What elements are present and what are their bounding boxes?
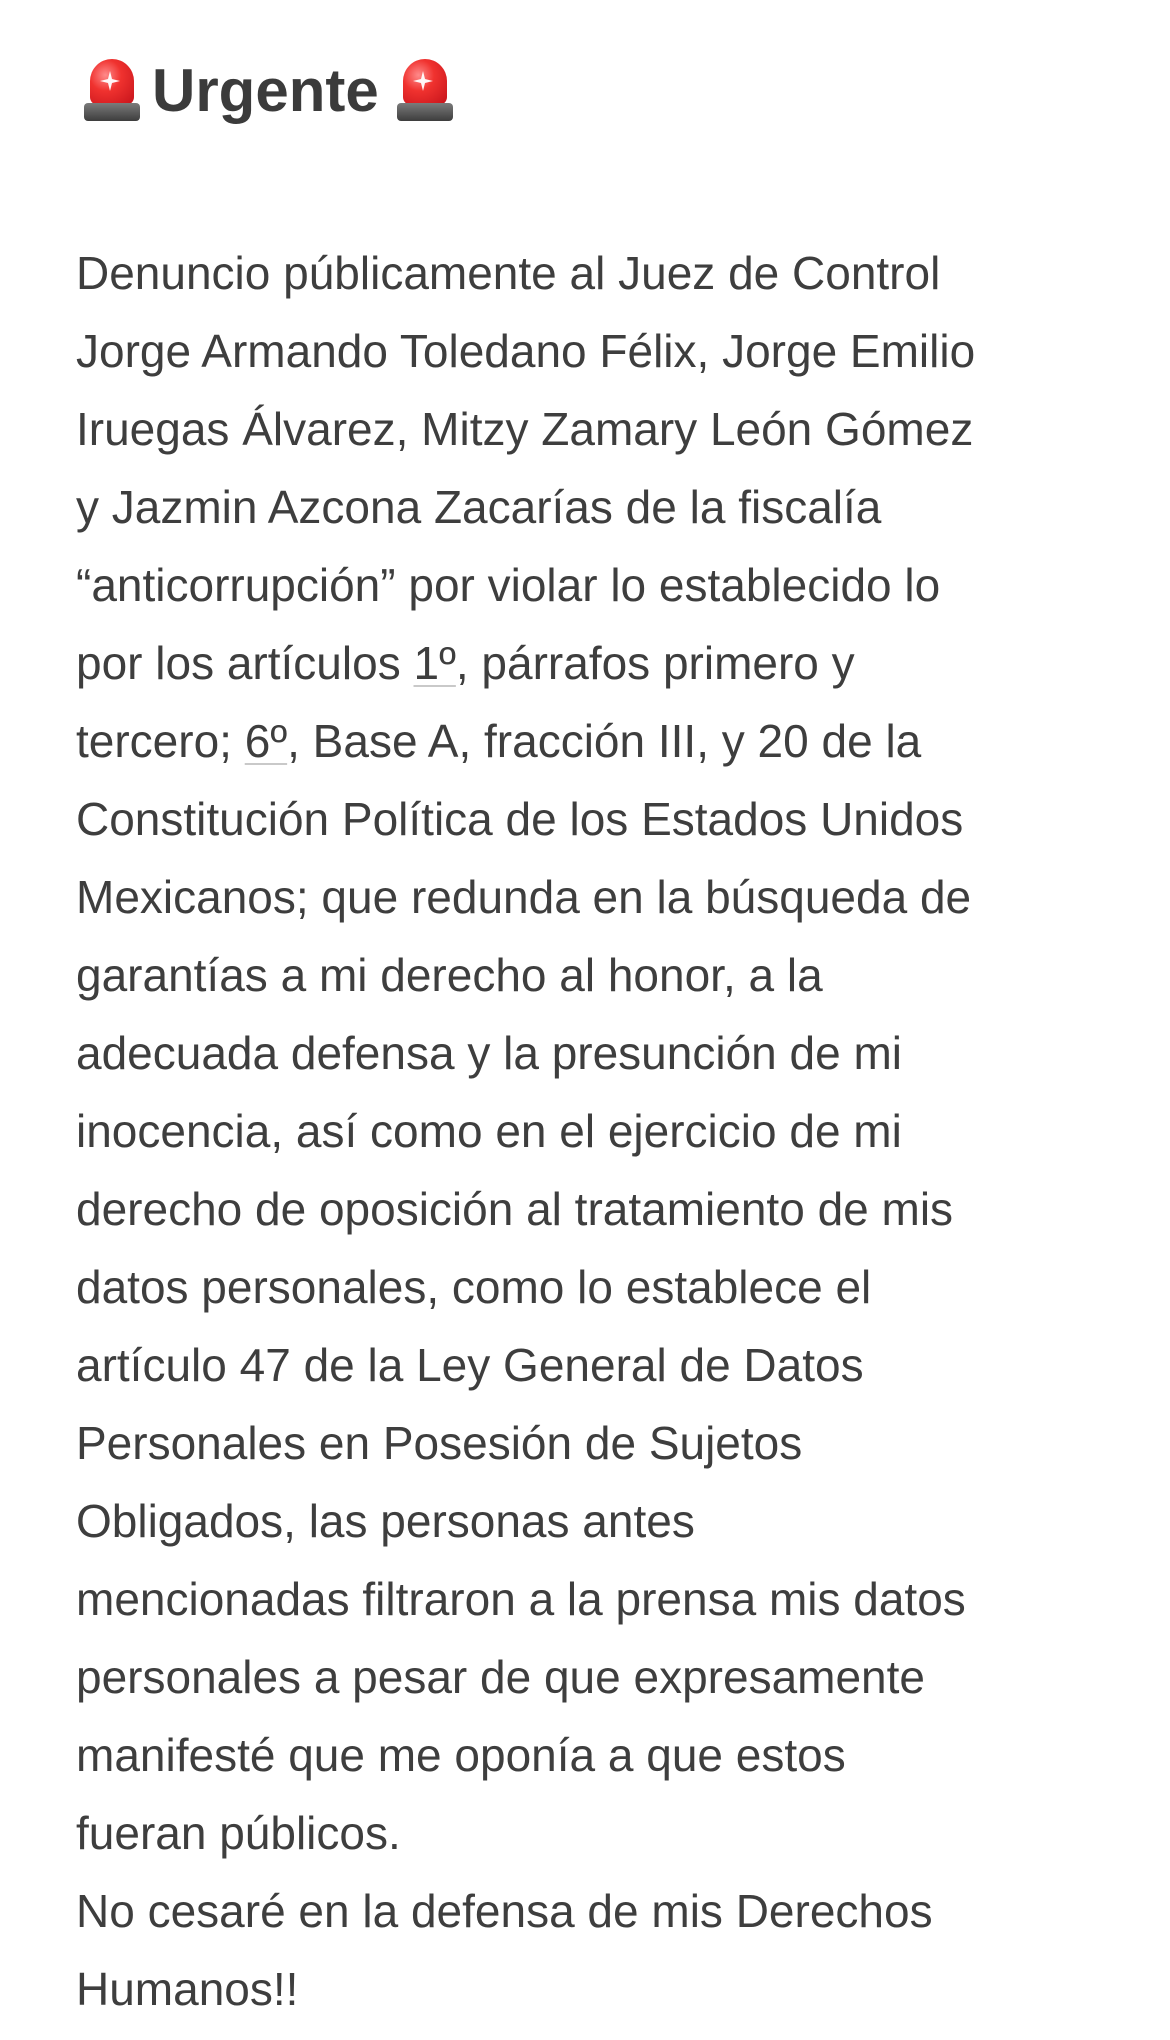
body-text: manifesté que me oponía a que estos bbox=[76, 1729, 846, 1781]
article-1-link[interactable]: 1º bbox=[413, 637, 456, 689]
body-text: inocencia, así como en el ejercicio de mi bbox=[76, 1105, 902, 1157]
body-text: derecho de oposición al tratamiento de mis bbox=[76, 1183, 954, 1235]
body-line bbox=[76, 1482, 1106, 1560]
body-text: , Base A, fracción III, y 20 de la bbox=[287, 715, 922, 767]
police-siren-icon bbox=[84, 57, 140, 123]
body-text: garantías a mi derecho al honor, a la bbox=[76, 949, 823, 1001]
body-text: por los artículos bbox=[76, 637, 414, 689]
body-line bbox=[76, 780, 1106, 858]
body-line bbox=[76, 936, 1106, 1014]
body-line bbox=[76, 624, 1106, 702]
note-body bbox=[76, 234, 1106, 2028]
body-line bbox=[76, 1404, 1106, 1482]
body-text: Obligados, las personas antes bbox=[76, 1495, 695, 1547]
body-line bbox=[76, 234, 1106, 312]
body-line bbox=[76, 1014, 1106, 1092]
body-text: y Jazmin Azcona Zacarías de la fiscalía bbox=[76, 481, 882, 533]
body-line bbox=[76, 546, 1106, 624]
body-line bbox=[76, 1950, 1106, 2028]
police-siren-icon bbox=[397, 57, 453, 123]
body-line bbox=[76, 390, 1106, 468]
body-line bbox=[76, 1092, 1106, 1170]
body-line bbox=[76, 858, 1106, 936]
body-line bbox=[76, 1560, 1106, 1638]
body-text: tercero; bbox=[76, 715, 245, 767]
title-row bbox=[84, 52, 453, 128]
body-text: Constitución Política de los Estados Unidos bbox=[76, 793, 964, 845]
body-line bbox=[76, 1326, 1106, 1404]
body-line bbox=[76, 1794, 1106, 1872]
body-text: Personales en Posesión de Sujetos bbox=[76, 1417, 803, 1469]
body-text: adecuada defensa y la presunción de mi bbox=[76, 1027, 903, 1079]
body-text: mencionadas filtraron a la prensa mis datos bbox=[76, 1573, 966, 1625]
body-line bbox=[76, 312, 1106, 390]
body-line bbox=[76, 468, 1106, 546]
body-line bbox=[76, 1638, 1106, 1716]
body-text: artículo 47 de la Ley General de Datos bbox=[76, 1339, 864, 1391]
body-text: Jorge Armando Toledano Félix, Jorge Emilio bbox=[76, 325, 976, 377]
body-text: Mexicanos; que redunda en la búsqueda de bbox=[76, 871, 972, 923]
body-text: , párrafos primero y bbox=[455, 637, 855, 689]
page-title: Urgente bbox=[152, 56, 379, 124]
body-text: No cesaré en la defensa de mis Derechos bbox=[76, 1885, 933, 1937]
article-6-link[interactable]: 6º bbox=[244, 715, 288, 767]
body-text: “anticorrupción” por violar lo establecido lo bbox=[76, 559, 941, 611]
body-line bbox=[76, 1716, 1106, 1794]
body-text: Denuncio públicamente al Juez de Control bbox=[76, 247, 941, 299]
body-text: fueran públicos. bbox=[76, 1807, 401, 1859]
body-text: datos personales, como lo establece el bbox=[76, 1261, 872, 1313]
body-line bbox=[76, 702, 1106, 780]
body-line bbox=[76, 1872, 1106, 1950]
body-line bbox=[76, 1170, 1106, 1248]
body-text: Iruegas Álvarez, Mitzy Zamary León Gómez bbox=[76, 403, 974, 455]
body-text: personales a pesar de que expresamente bbox=[76, 1651, 926, 1703]
body-text: Humanos!! bbox=[76, 1963, 299, 2015]
body-line bbox=[76, 1248, 1106, 1326]
